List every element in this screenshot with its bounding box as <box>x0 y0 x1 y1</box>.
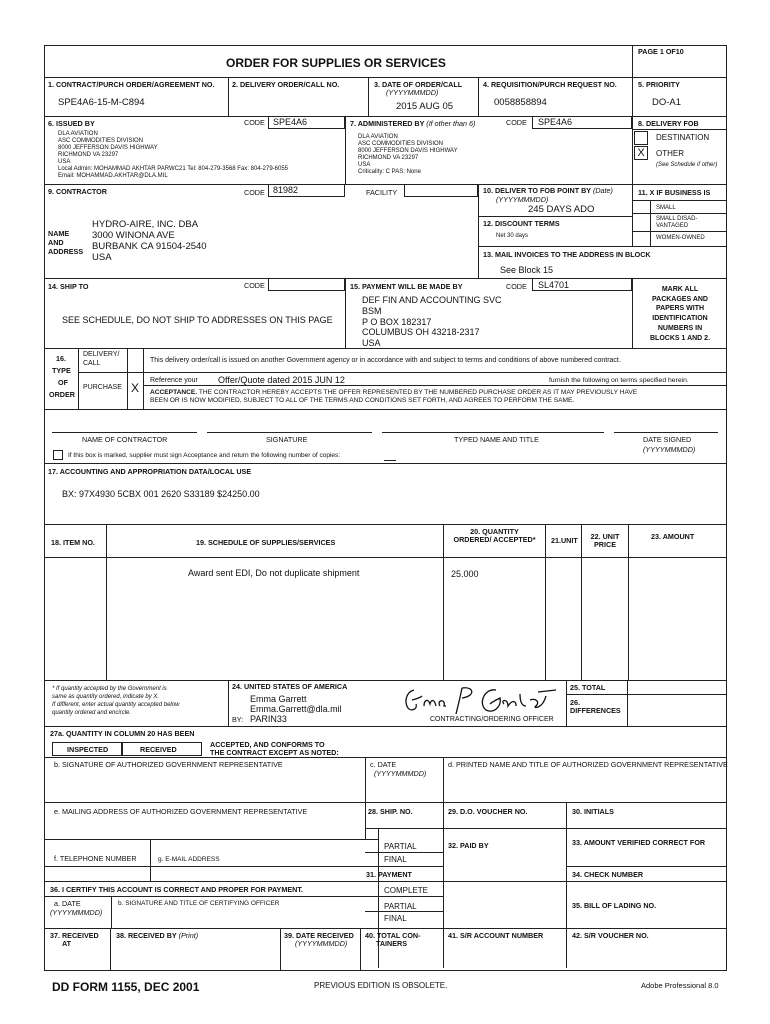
page-label: PAGE 1 OF10 <box>638 47 684 56</box>
admin-line-2: ASC COMMODITIES DIVISION <box>358 141 444 147</box>
contractor-line-3: BURBANK CA 91504-2540 <box>92 241 207 252</box>
b16-type: TYPE <box>52 366 71 375</box>
b30-label: 30. INITIALS <box>572 807 614 816</box>
co-signature <box>400 682 562 718</box>
col-quantity: 20. QUANTITY ORDERED/ ACCEPTED* <box>453 527 536 545</box>
delivery-label-1: DELIVERY/ <box>83 351 120 358</box>
admin-line-1: DLA AVIATION <box>358 134 398 140</box>
admin-line-5: USA <box>358 162 371 168</box>
qty-note-1: * If quantity accepted by the Government is <box>52 686 167 692</box>
co-name: Emma Garrett <box>250 694 307 704</box>
b26-label-1: 26. <box>570 698 580 707</box>
payment-line-3: P O BOX 182317 <box>362 317 432 327</box>
col-unit: 21.UNIT <box>551 536 578 545</box>
b40-label-2: TAINERS <box>376 939 408 948</box>
b37-label-1: 37. RECEIVED <box>50 931 99 940</box>
name-label: NAME <box>48 229 70 238</box>
mail-invoices: See Block 15 <box>500 265 554 275</box>
payment-code: SL4701 <box>538 280 570 290</box>
b42-label: 42. S/R VOUCHER NO. <box>572 931 649 940</box>
facility-field[interactable] <box>404 184 478 197</box>
contractor-line-2: 3000 WINONA AVE <box>92 230 175 241</box>
col-amount: 23. AMOUNT <box>651 532 695 541</box>
sig-date-sub: (YYYYMMMDD) <box>643 445 696 454</box>
b38-label: 38. RECEIVED BY (Print) <box>116 931 199 940</box>
disadvantaged-option-1: SMALL DISAD- <box>656 216 698 222</box>
b25-label: 25. TOTAL <box>570 683 606 692</box>
contractor-line-4: USA <box>92 252 112 263</box>
b27b-label: b. SIGNATURE OF AUTHORIZED GOVERNMENT REPRESENTATIVE <box>54 760 283 769</box>
issued-by-line-7: Email: MOHAMMAD.AKHTAR@DLA.MIL <box>58 173 168 179</box>
b36-label: 36. I CERTIFY THIS ACCOUNT IS CORRECT AND PROPER FOR PAYMENT. <box>50 885 303 894</box>
women-owned-option: WOMEN-OWNED <box>656 235 705 241</box>
final-label-1: FINAL <box>384 855 407 864</box>
b3-label: 3. DATE OF ORDER/CALL <box>374 80 463 89</box>
mark-all-note: MARK ALL PACKAGES AND PAPERS WITH IDENTIFICATION NUMBERS IN BLOCKS 1 AND 2. <box>649 286 711 342</box>
reference-value: Offer/Quote dated 2015 JUN 12 <box>218 375 345 385</box>
schedule-row-desc: Award sent EDI, Do not duplicate shipment <box>188 568 360 578</box>
purchase-mark: X <box>131 381 140 395</box>
b12-label: 12. DISCOUNT TERMS <box>483 219 560 228</box>
acceptance-line-1: ACCEPTANCE. THE CONTRACTOR HEREBY ACCEPTS THE OFFER REPRESENTED BY THE NUMBERED PURCHASE ORDER AS IT MAY PREVIOUSLY HAVE <box>150 389 638 396</box>
form-number: DD FORM 1155, DEC 2001 <box>52 980 200 994</box>
b9-code-label: CODE <box>244 188 265 197</box>
issued-by-line-2: ASC COMMODITIES DIVISION <box>58 138 144 144</box>
b6-label: 6. ISSUED BY <box>48 119 95 128</box>
b40-label-1: 40. TOTAL CON- <box>365 931 421 940</box>
ship-to: SEE SCHEDULE, DO NOT SHIP TO ADDRESSES ON THIS PAGE <box>62 315 333 325</box>
issued-by-code: SPE4A6 <box>273 117 308 127</box>
b16-order: ORDER <box>49 390 75 399</box>
payment-line-5: USA <box>362 338 381 348</box>
by-label: BY: <box>232 715 244 724</box>
contract-number: SPE4A6-15-M-C894 <box>58 97 145 108</box>
qty-note-2: same as quantity ordered, indicate by X. <box>52 694 160 700</box>
sig-name-label: NAME OF CONTRACTOR <box>82 435 168 444</box>
b10-label: 10. DELIVER TO FOB POINT BY (Date) <box>483 186 613 195</box>
b29-label: 29. D.O. VOUCHER NO. <box>448 807 528 816</box>
and-label: AND <box>48 238 64 247</box>
b2-label: 2. DELIVERY ORDER/CALL NO. <box>232 80 340 89</box>
issued-by-line-4: RICHMOND VA 23297 <box>58 152 119 158</box>
b36b-label: b. SIGNATURE AND TITLE OF CERTIFYING OFFICER <box>118 900 280 907</box>
final-label-2: FINAL <box>384 914 407 923</box>
delivery-text: This delivery order/call is issued on another Government agency or in accordance with and subject to terms and conditions of above numbered contract. <box>150 357 621 364</box>
admin-line-6: Criticality: C PAS: None <box>358 169 421 175</box>
payment-line-1: DEF FIN AND ACCOUNTING SVC <box>362 295 502 305</box>
sig-date-label: DATE SIGNED <box>643 435 692 444</box>
col-schedule: 19. SCHEDULE OF SUPPLIES/SERVICES <box>196 538 336 547</box>
payment-line-2: BSM <box>362 306 382 316</box>
b27d-label: d. PRINTED NAME AND TITLE OF AUTHORIZED GOVERNMENT REPRESENTATIVE <box>448 760 728 769</box>
accounting-data: BX: 97X4930 5CBX 001 2620 S33189 $24250.00 <box>62 489 260 499</box>
qty-note-4: quantity ordered and encircle. <box>52 710 132 716</box>
b8-label: 8. DELIVERY FOB <box>638 119 699 128</box>
b36a-label: a. DATE <box>54 899 81 908</box>
complete-label: COMPLETE <box>384 886 429 895</box>
disadvantaged-option-2: VANTAGED <box>656 223 689 229</box>
b39-label-1: 39. DATE RECEIVED <box>284 931 354 940</box>
b15-code-label: CODE <box>506 282 527 291</box>
col-item-no: 18. ITEM NO. <box>51 538 95 547</box>
b41-label: 41. S/R ACCOUNT NUMBER <box>448 931 544 940</box>
issued-by-line-6: Local Admin: MOHAMMAD AKHTAR PARWC21 Tel: 804-279-3568 Fax: 804-279-6055 <box>58 166 288 172</box>
b27c-label: c. DATE <box>370 760 397 769</box>
destination-checkbox[interactable] <box>634 131 648 145</box>
b17-label: 17. ACCOUNTING AND APPROPRIATION DATA/LOCAL USE <box>48 467 252 476</box>
b16-of: OF <box>58 378 68 387</box>
b14-label: 14. SHIP TO <box>48 282 89 291</box>
delivery-label-2: CALL <box>83 360 101 367</box>
b10-sub: (YYYYMMMDD) <box>496 195 549 204</box>
b5-label: 5. PRIORITY <box>638 80 680 89</box>
reference-label: Reference your <box>150 377 198 384</box>
address-label: ADDRESS <box>48 247 84 256</box>
sig-signature-label: SIGNATURE <box>266 435 308 444</box>
furnish-text: furnish the following on terms specified herein. <box>549 377 689 384</box>
schedule-row-qty: 25.000 <box>451 569 479 579</box>
contractor-line-1: HYDRO-AIRE, INC. DBA <box>92 219 199 230</box>
partial-label-2: PARTIAL <box>384 902 417 911</box>
b7-code-label: CODE <box>506 118 527 127</box>
other-label: OTHER <box>656 149 684 158</box>
b13-label: 13. MAIL INVOICES TO THE ADDRESS IN BLOCK <box>483 250 651 259</box>
b31-label: 31. PAYMENT <box>366 870 412 879</box>
copies-checkbox[interactable] <box>53 450 63 460</box>
fob-note: (See Schedule if other) <box>656 162 718 168</box>
small-option: SMALL <box>656 205 676 211</box>
co-email: Emma.Garrett@dla.mil <box>250 704 342 714</box>
b24-label: 24. UNITED STATES OF AMERICA <box>232 682 348 691</box>
b7-label: 7. ADMINISTERED BY (If other than 6) <box>350 119 476 128</box>
col-unit-price: 22. UNIT PRICE <box>590 532 620 550</box>
b27c-sub: (YYYYMMMDD) <box>374 769 427 778</box>
b6-code-label: CODE <box>244 118 265 127</box>
administered-by-code: SPE4A6 <box>538 117 573 127</box>
facility-label: FACILITY <box>366 188 398 197</box>
b32-label: 32. PAID BY <box>448 841 489 850</box>
discount-terms: Net 30 days <box>496 233 529 239</box>
destination-label: DESTINATION <box>656 133 710 142</box>
by-value: PARIN33 <box>250 714 287 724</box>
b36a-sub: (YYYYMMMDD) <box>50 908 103 917</box>
b28-label: 28. SHIP. NO. <box>368 807 413 816</box>
accepted-label-1: ACCEPTED, AND CONFORMS TO <box>210 740 325 749</box>
received-label[interactable]: RECEIVED <box>140 745 177 754</box>
b9-label: 9. CONTRACTOR <box>48 187 107 196</box>
b4-label: 4. REQUISITION/PURCH REQUEST NO. <box>483 80 617 89</box>
deliver-by: 245 DAYS ADO <box>528 204 595 215</box>
b27e-label: e. MAILING ADDRESS OF AUTHORIZED GOVERNMENT REPRESENTATIVE <box>54 807 308 816</box>
inspected-label[interactable]: INSPECTED <box>67 745 109 754</box>
admin-line-4: RICHMOND VA 23297 <box>358 155 419 161</box>
b11-label: 11. X IF BUSINESS IS <box>638 188 711 197</box>
partial-label-1: PARTIAL <box>384 842 417 851</box>
b35-label: 35. BILL OF LADING NO. <box>572 901 657 910</box>
requisition-number: 0058858894 <box>494 97 547 108</box>
issued-by-line-1: DLA AVIATION <box>58 131 98 137</box>
order-date: 2015 AUG 05 <box>396 101 454 112</box>
b26-label-2: DIFFERENCES <box>570 706 621 715</box>
payment-line-4: COLUMBUS OH 43218-2317 <box>362 327 480 337</box>
b27g-label: g. E-MAIL ADDRESS <box>158 856 220 863</box>
issued-by-line-5: USA <box>58 159 71 165</box>
sig-typed-label: TYPED NAME AND TITLE <box>454 435 539 444</box>
qty-note-3: If different, enter actual quantity accepted below <box>52 702 180 708</box>
b16-num: 16. <box>56 354 66 363</box>
b15-label: 15. PAYMENT WILL BE MADE BY <box>350 282 463 291</box>
b27a-label: 27a. QUANTITY IN COLUMN 20 HAS BEEN <box>50 729 195 738</box>
contractor-code: 81982 <box>273 185 299 195</box>
b34-label: 34. CHECK NUMBER <box>572 870 644 879</box>
b33-label: 33. AMOUNT VERIFIED CORRECT FOR <box>572 838 706 847</box>
obsolete-note: PREVIOUS EDITION IS OBSOLETE. <box>314 981 448 990</box>
co-officer-label: CONTRACTING/ORDERING OFFICER <box>430 716 554 723</box>
purchase-label: PURCHASE <box>83 384 122 391</box>
priority: DO-A1 <box>652 97 682 108</box>
b27f-label: f. TELEPHONE NUMBER <box>54 854 137 863</box>
b37-label-2: AT <box>62 939 72 948</box>
b14-code-label: CODE <box>244 281 265 290</box>
admin-line-3: 8000 JEFFERSON DAVIS HIGHWAY <box>358 148 458 154</box>
accepted-label-2: THE CONTRACT EXCEPT AS NOTED: <box>210 748 339 757</box>
b39-label-2: (YYYYMMMDD) <box>295 939 348 948</box>
adobe-note: Adobe Professional 8.0 <box>641 981 719 990</box>
form-title: ORDER FOR SUPPLIES OR SERVICES <box>226 56 446 70</box>
acceptance-line-2: BEEN OR IS NOW MODIFIED, SUBJECT TO ALL OF THE TERMS AND CONDITIONS SET FORTH, AND AGREES TO PERFORM THE SAME. <box>150 397 575 404</box>
issued-by-line-3: 8000 JEFFERSON DAVIS HIGHWAY <box>58 145 158 151</box>
b3-sub: (YYYYMMMDD) <box>386 88 439 97</box>
other-checkbox[interactable]: X <box>634 146 648 160</box>
copies-note: If this box is marked, supplier must sign Acceptance and return the following number of copies: <box>68 452 341 459</box>
b1-label: 1. CONTRACT/PURCH ORDER/AGREEMENT NO. <box>48 80 215 89</box>
